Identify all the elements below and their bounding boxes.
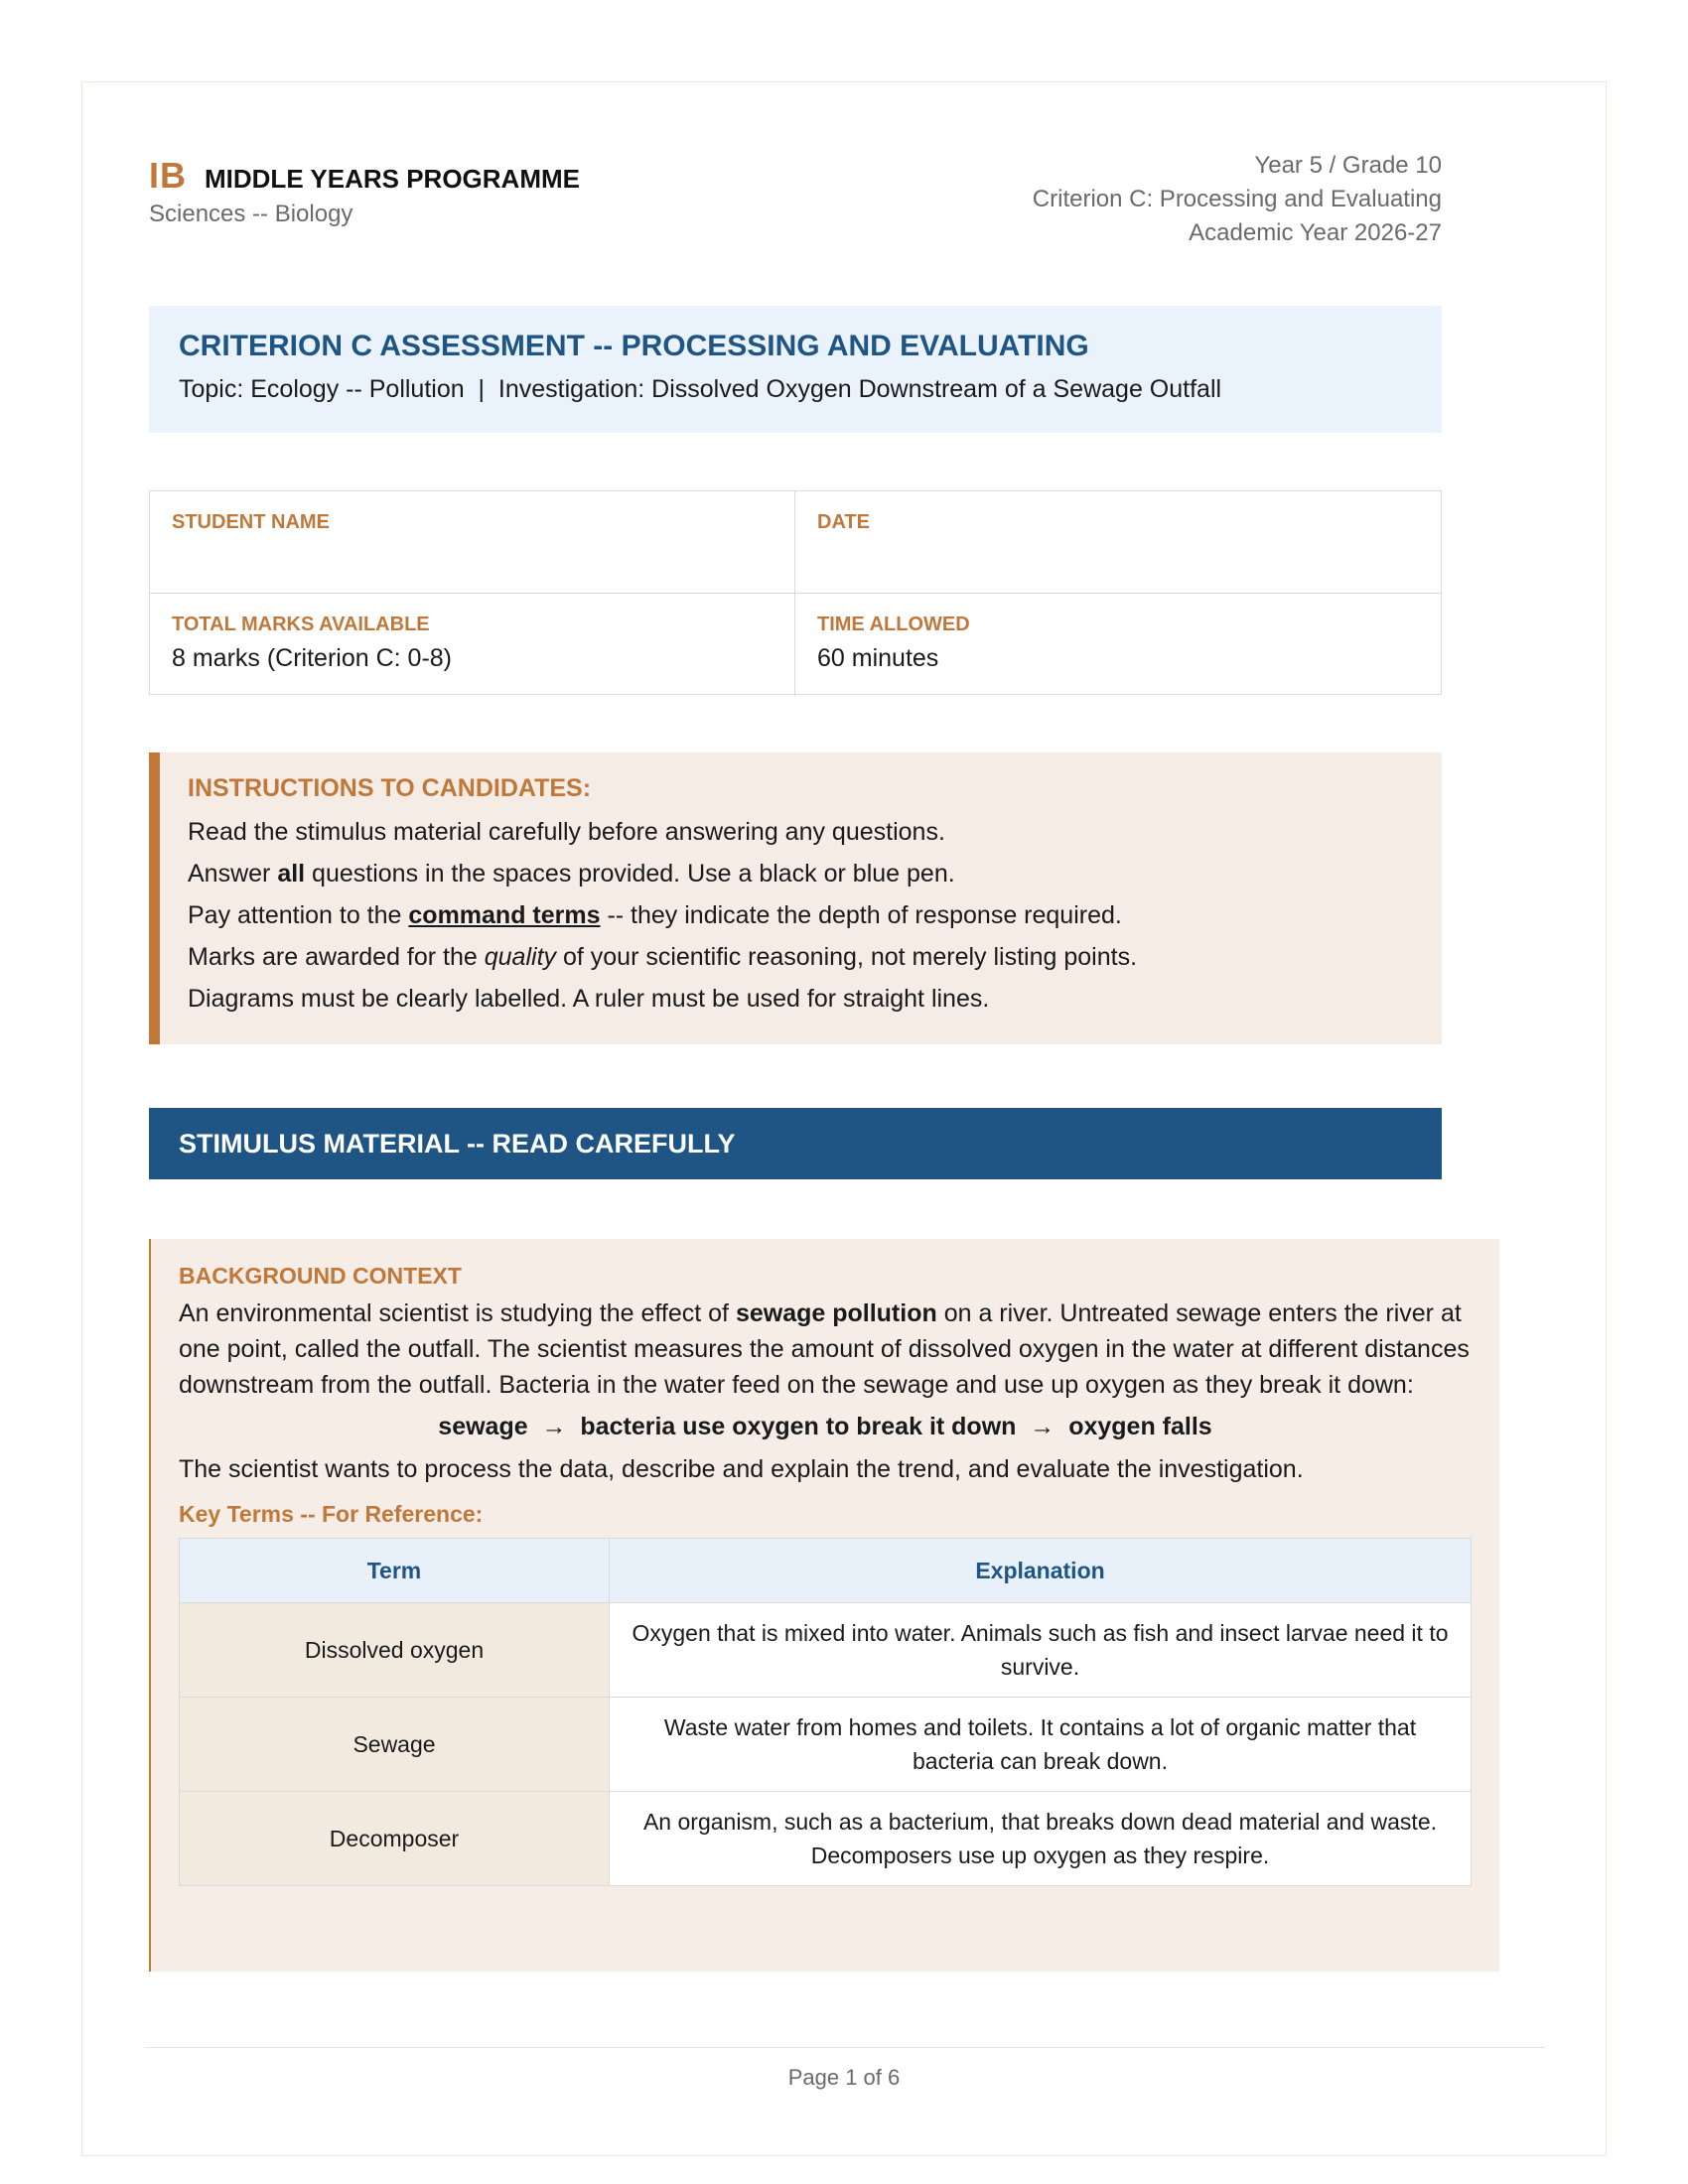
term-cell: Dissolved oxygen [180, 1603, 610, 1698]
total-marks-value: 8 marks (Criterion C: 0-8) [172, 644, 452, 672]
time-allowed-cell [795, 594, 1441, 696]
header-meta [1033, 149, 1442, 250]
instruction-emphasis: command terms [408, 901, 601, 929]
instruction-line [188, 936, 1414, 978]
assessment-title: CRITERION C ASSESSMENT -- PROCESSING AND EVALUATING [179, 330, 1089, 362]
assessment-subtitle: Topic: Ecology -- Pollution | Investigation: Dissolved Oxygen Downstream of a Sewage Outfall [179, 375, 1222, 403]
total-marks-label: TOTAL MARKS AVAILABLE [172, 614, 430, 635]
stimulus-heading: STIMULUS MATERIAL -- READ CAREFULLY [149, 1108, 1442, 1179]
instructions-title: INSTRUCTIONS TO CANDIDATES: [188, 774, 592, 802]
context-text: on a river. Untreated sewage enters the river at one point, called the outfall. The scientist measures the amount of dissolved oxygen in the water at different distances downstream from the outfall. Bacteria in the water feed on the sewage and use up oxygen as they break it down: [179, 1299, 1470, 1399]
page-number: Page 1 of 6 [787, 2065, 901, 2090]
time-allowed-label: TIME ALLOWED [817, 614, 970, 635]
process-equation: sewage → bacteria use oxygen to break it down → oxygen falls [438, 1413, 1212, 1440]
context-text: An environmental scientist is studying the effect of [179, 1299, 736, 1327]
instruction-text: of your scientific reasoning, not merely listing points. [556, 943, 1138, 971]
time-allowed-value: 60 minutes [817, 644, 939, 672]
instruction-line [188, 853, 1414, 894]
instruction-emphasis: quality [484, 943, 557, 971]
column-header-term: Term [180, 1539, 610, 1603]
header [149, 149, 1442, 258]
student-name-cell[interactable] [150, 491, 795, 594]
academic-year-label: Academic Year 2026-27 [1189, 219, 1442, 246]
context-paragraph-2: The scientist wants to process the data, describe and explain the trend, and evaluate the investigation. [179, 1455, 1304, 1483]
instruction-line: Read the stimulus material carefully before answering any questions. [188, 818, 945, 846]
date-label: DATE [817, 511, 870, 533]
context-title: BACKGROUND CONTEXT [179, 1263, 462, 1289]
key-terms-title: Key Terms -- For Reference: [179, 1501, 484, 1527]
context-paragraph [179, 1296, 1472, 1403]
assessment-title-box [149, 306, 1442, 433]
instruction-text: Marks are awarded for the [188, 943, 485, 971]
term-cell: Decomposer [180, 1792, 610, 1886]
table-row [180, 1698, 1472, 1792]
year-label: Year 5 / Grade 10 [1254, 152, 1442, 179]
background-context-box [149, 1239, 1499, 1972]
total-marks-cell [150, 594, 795, 696]
instruction-line [188, 894, 1414, 936]
table-header-row [180, 1539, 1472, 1603]
instruction-emphasis: all [277, 860, 306, 887]
date-cell[interactable] [795, 491, 1441, 594]
context-emphasis: sewage pollution [735, 1299, 937, 1327]
instruction-text: Answer [188, 860, 278, 887]
ib-logo: IB [149, 155, 187, 196]
subject-label: Sciences -- Biology [149, 201, 353, 227]
key-terms-table [179, 1538, 1472, 1886]
footer-divider [145, 2047, 1545, 2048]
programme-name: MIDDLE YEARS PROGRAMME [205, 164, 580, 194]
table-row [180, 1792, 1472, 1886]
brand-block [149, 155, 580, 228]
instruction-text: Pay attention to the [188, 901, 409, 929]
student-info-grid [149, 490, 1442, 695]
explanation-cell: Oxygen that is mixed into water. Animals such as fish and insect larvae need it to survive. [610, 1603, 1472, 1698]
explanation-cell: Waste water from homes and toilets. It contains a lot of organic matter that bacteria can break down. [610, 1698, 1472, 1792]
instructions-box [149, 752, 1442, 1044]
term-cell: Sewage [180, 1698, 610, 1792]
instruction-text: questions in the spaces provided. Use a black or blue pen. [305, 860, 955, 887]
explanation-cell: An organism, such as a bacterium, that breaks down dead material and waste. Decomposers use up oxygen as they respire. [610, 1792, 1472, 1886]
column-header-explanation: Explanation [610, 1539, 1472, 1603]
criterion-label: Criterion C: Processing and Evaluating [1032, 186, 1442, 212]
student-name-label: STUDENT NAME [172, 511, 330, 533]
instruction-line: Diagrams must be clearly labelled. A ruler must be used for straight lines. [188, 985, 990, 1013]
table-row [180, 1603, 1472, 1698]
instruction-text: -- they indicate the depth of response required. [600, 901, 1122, 929]
